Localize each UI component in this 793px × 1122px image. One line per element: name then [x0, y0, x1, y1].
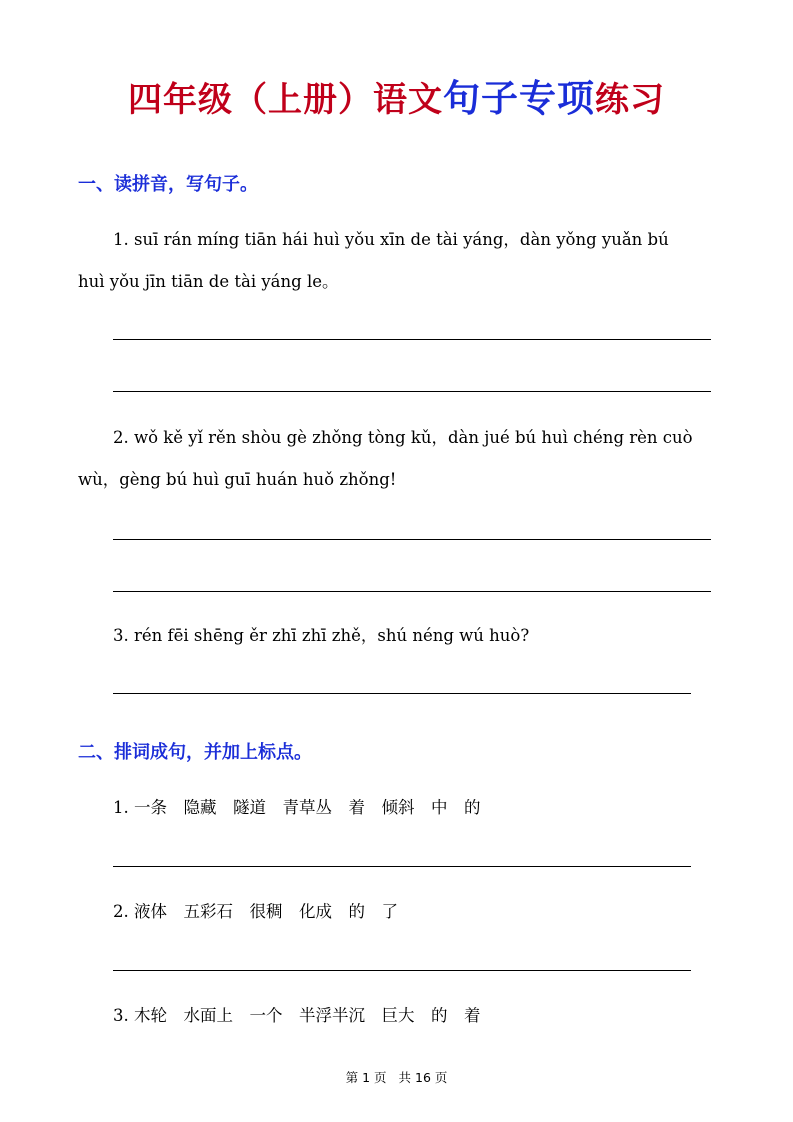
section-1-question-3: 3. rén fēi shēng ěr zhī zhī zhě，shú néng wú huò?	[113, 626, 530, 645]
section-1-question-1-line-1: 1. suī rán míng tiān hái huì yǒu xīn de tài yáng，dàn yǒng yuǎn bú	[113, 230, 669, 249]
section-1-heading: 一、读拼音，写句子。	[78, 174, 258, 195]
answer-line[interactable]	[113, 391, 711, 392]
title-part-exercise: 练习	[595, 80, 665, 120]
answer-line[interactable]	[113, 693, 691, 694]
page-footer	[0, 1068, 793, 1086]
section-1-question-1-line-2: huì yǒu jīn tiān de tài yáng le。	[78, 272, 339, 291]
page-title	[0, 76, 793, 123]
answer-line[interactable]	[113, 970, 691, 971]
section-1-question-2-line-2: wù，gèng bú huì guī huán huǒ zhǒng!	[78, 470, 397, 489]
section-2-question-2: 2. 液体 五彩石 很稠 化成 的 了	[113, 902, 398, 921]
section-1-question-2-line-1: 2. wǒ kě yǐ rěn shòu gè zhǒng tòng kǔ，dàn jué bú huì chéng rèn cuò	[113, 428, 693, 447]
total-pages: 共 16 页	[398, 1070, 448, 1085]
section-2-heading: 二、排词成句，并加上标点。	[78, 742, 312, 763]
answer-line[interactable]	[113, 866, 691, 867]
section-2-question-3: 3. 木轮 水面上 一个 半浮半沉 巨大 的 着	[113, 1006, 481, 1025]
answer-line[interactable]	[113, 339, 711, 340]
section-2-question-1: 1. 一条 隐藏 隧道 青草丛 着 倾斜 中 的	[113, 798, 481, 817]
answer-line[interactable]	[113, 539, 711, 540]
page-number: 第 1 页	[345, 1070, 387, 1085]
title-part-topic: 句子专项	[443, 77, 595, 120]
title-part-grade: 四年级（上册）语文	[128, 80, 443, 120]
answer-line[interactable]	[113, 591, 711, 592]
